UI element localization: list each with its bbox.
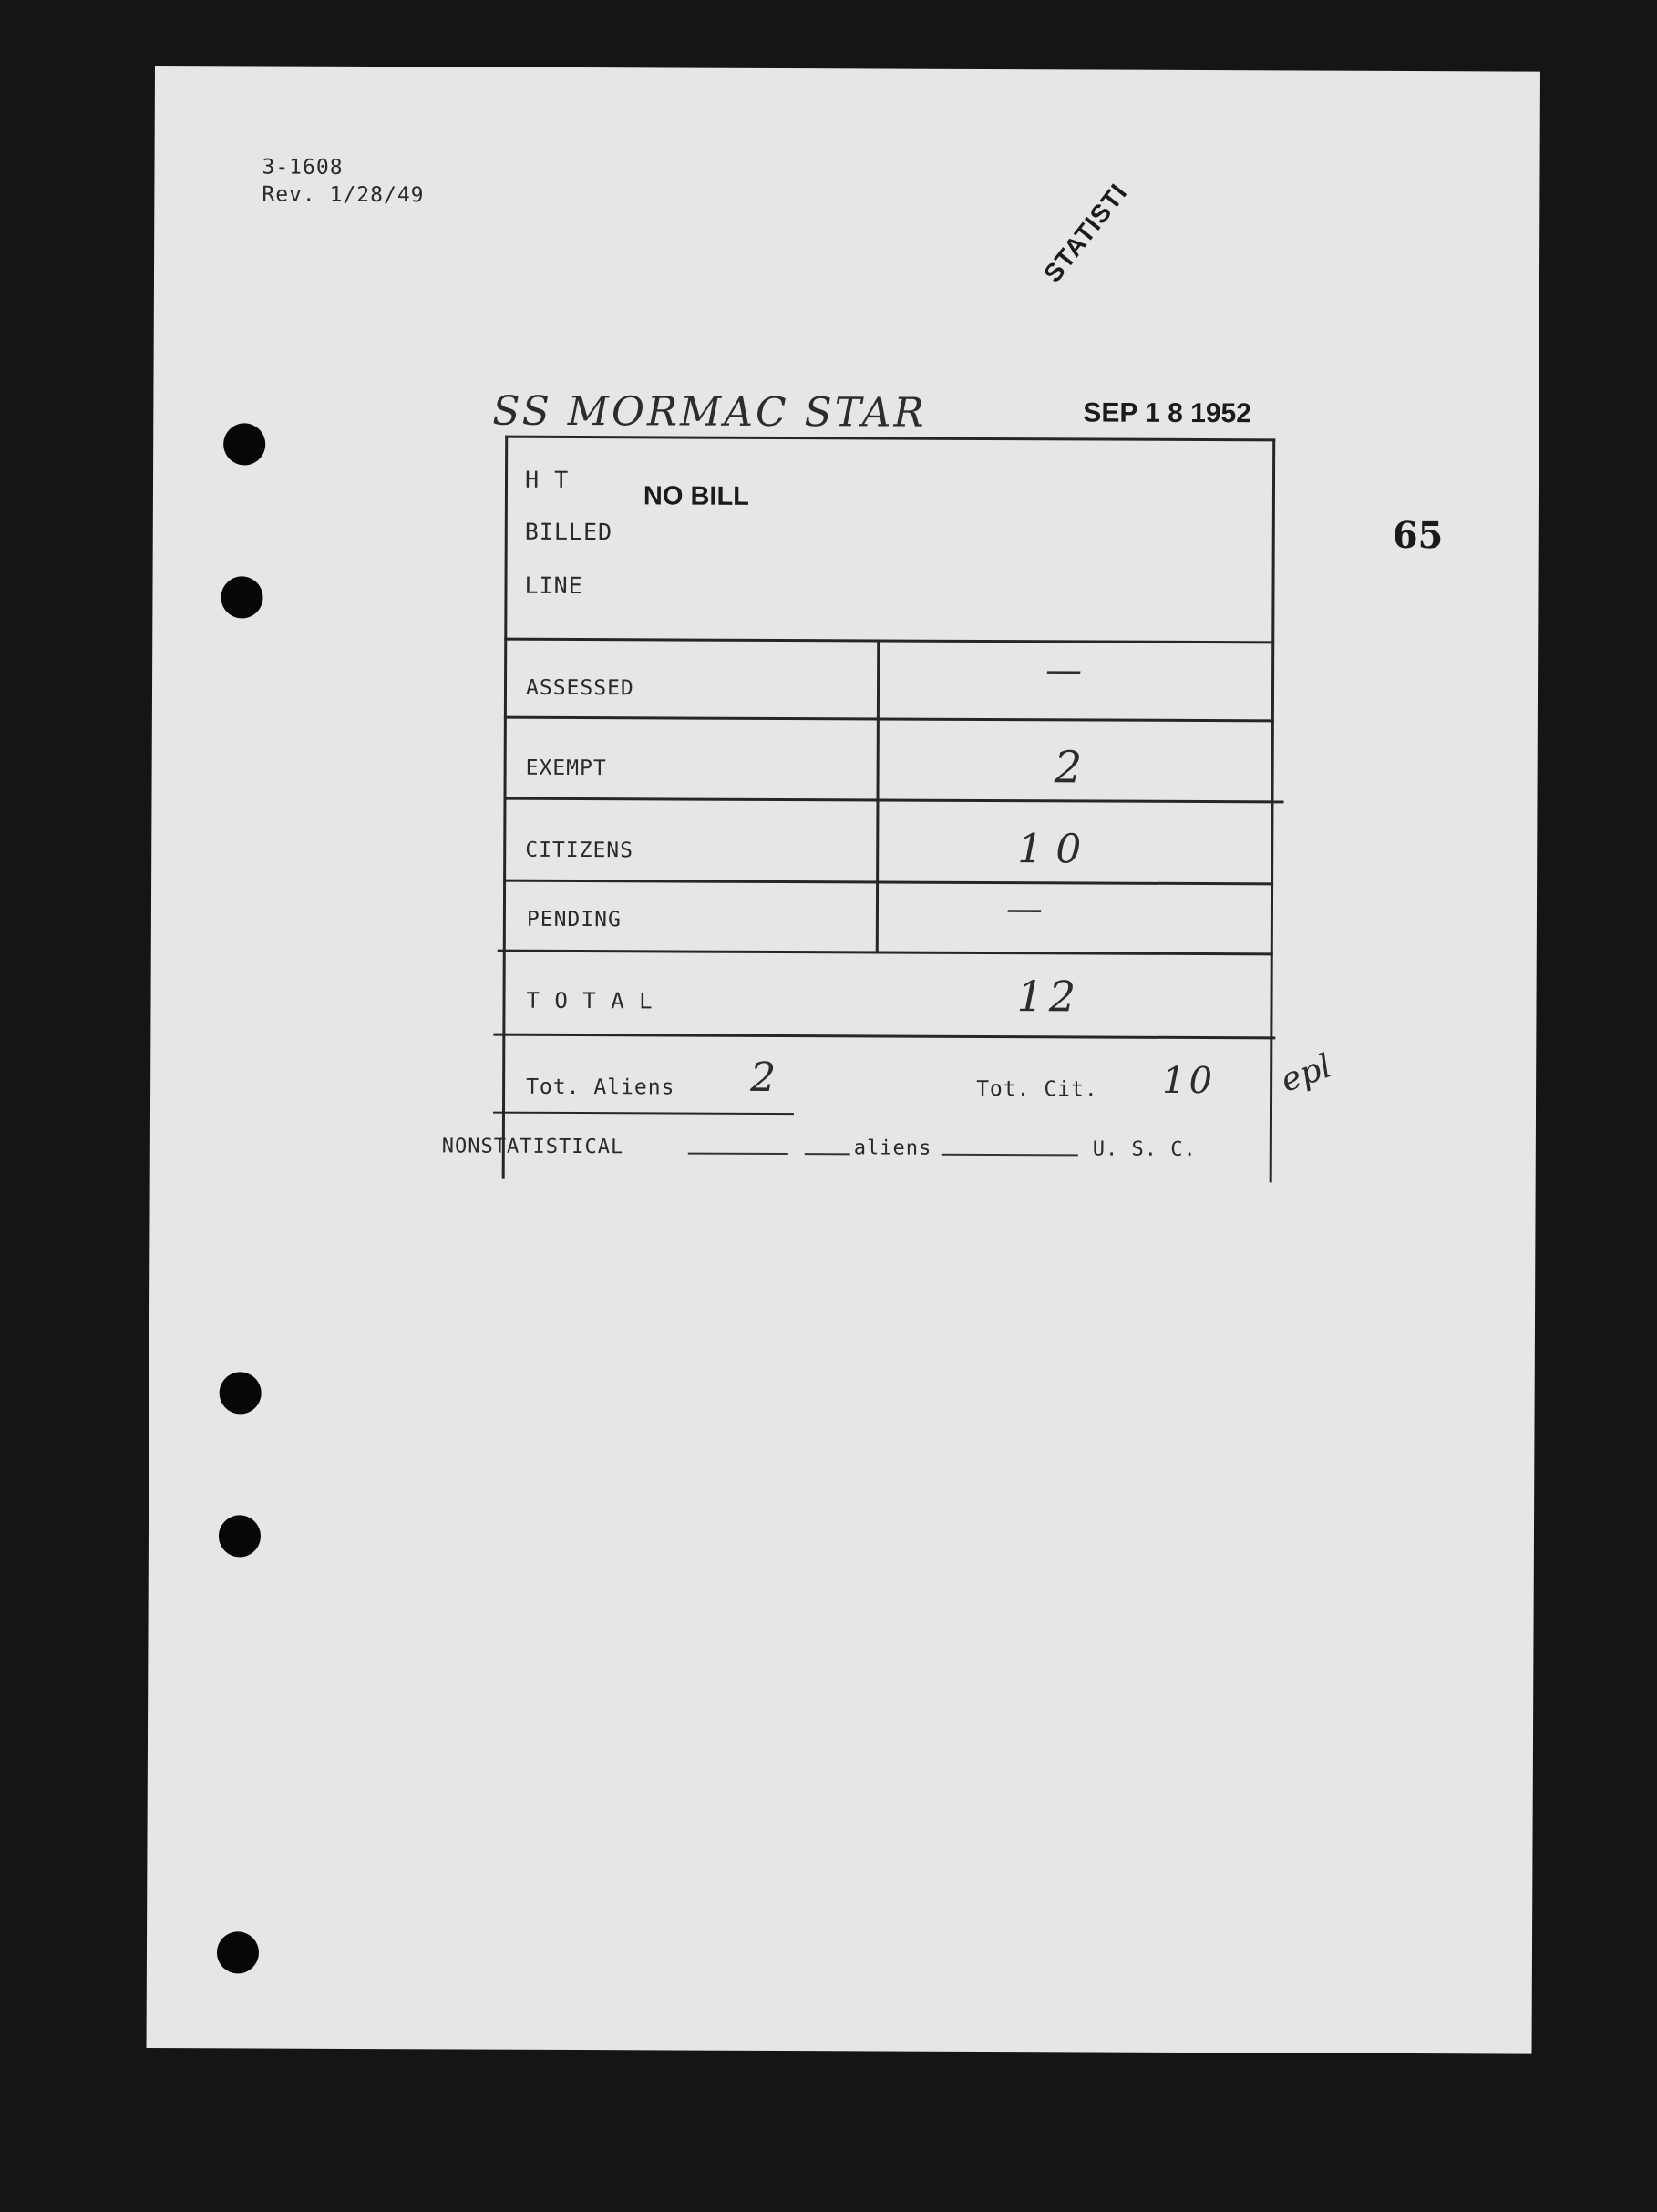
row-label-assessed: ASSESSED (525, 675, 634, 701)
row-label-exempt: EXEMPT (525, 756, 607, 781)
document-page (147, 66, 1540, 2054)
punch-hole (219, 1515, 261, 1557)
punch-hole (221, 576, 262, 618)
row-divider (503, 880, 1273, 886)
date-stamp: SEP 1 8 1952 (1083, 397, 1252, 429)
row-label-pending: PENDING (526, 907, 622, 932)
label-line: LINE (524, 571, 583, 600)
initials: epl (1275, 1047, 1337, 1100)
label-ht: H T (524, 466, 570, 493)
nonstat-usc: U. S. C. (1092, 1137, 1197, 1161)
label-billed: BILLED (524, 518, 613, 546)
nonstat-aliens: aliens (853, 1137, 932, 1160)
form-revision: Rev. 1/28/49 (262, 182, 425, 208)
nonstat-dash (688, 1153, 788, 1155)
nonstat-dash (942, 1154, 1078, 1157)
nonstat-dash (805, 1153, 850, 1155)
punch-hole (220, 1372, 262, 1414)
row-divider (493, 1034, 1275, 1040)
row-divider (498, 950, 1273, 956)
tot-cit-label: Tot. Cit. (976, 1076, 1098, 1102)
tot-cit-value: 10 (1162, 1059, 1217, 1103)
column-divider (876, 639, 880, 952)
row-value-pending: — (1005, 888, 1044, 931)
punch-hole (217, 1931, 259, 1973)
tot-aliens-label: Tot. Aliens (526, 1075, 675, 1100)
row-value-assessed: — (1045, 649, 1083, 692)
box-bottom-border (493, 1112, 794, 1115)
no-bill-stamp: NO BILL (643, 481, 750, 511)
punch-hole (223, 423, 265, 465)
box-top-border (505, 436, 1275, 442)
row-divider (504, 638, 1274, 644)
row-divider (504, 716, 1274, 723)
form-number: 3-1608 (262, 155, 344, 180)
total-value: 12 (1016, 972, 1082, 1022)
total-label: T O T A L (526, 987, 654, 1014)
nonstat-label: NONSTATISTICAL (441, 1135, 624, 1159)
row-divider (503, 797, 1283, 804)
box-right-border (1270, 438, 1276, 1182)
row-value-citizens: 10 (1017, 826, 1095, 873)
vessel-name: SS MORMAC STAR (492, 387, 927, 437)
statistical-stamp: STATISTI (1038, 178, 1133, 288)
row-label-citizens: CITIZENS (525, 838, 634, 863)
row-value-exempt: 2 (1054, 742, 1083, 794)
tot-aliens-value: 2 (750, 1054, 777, 1101)
box-left-border (502, 436, 509, 1179)
page-number: 65 (1392, 513, 1444, 558)
